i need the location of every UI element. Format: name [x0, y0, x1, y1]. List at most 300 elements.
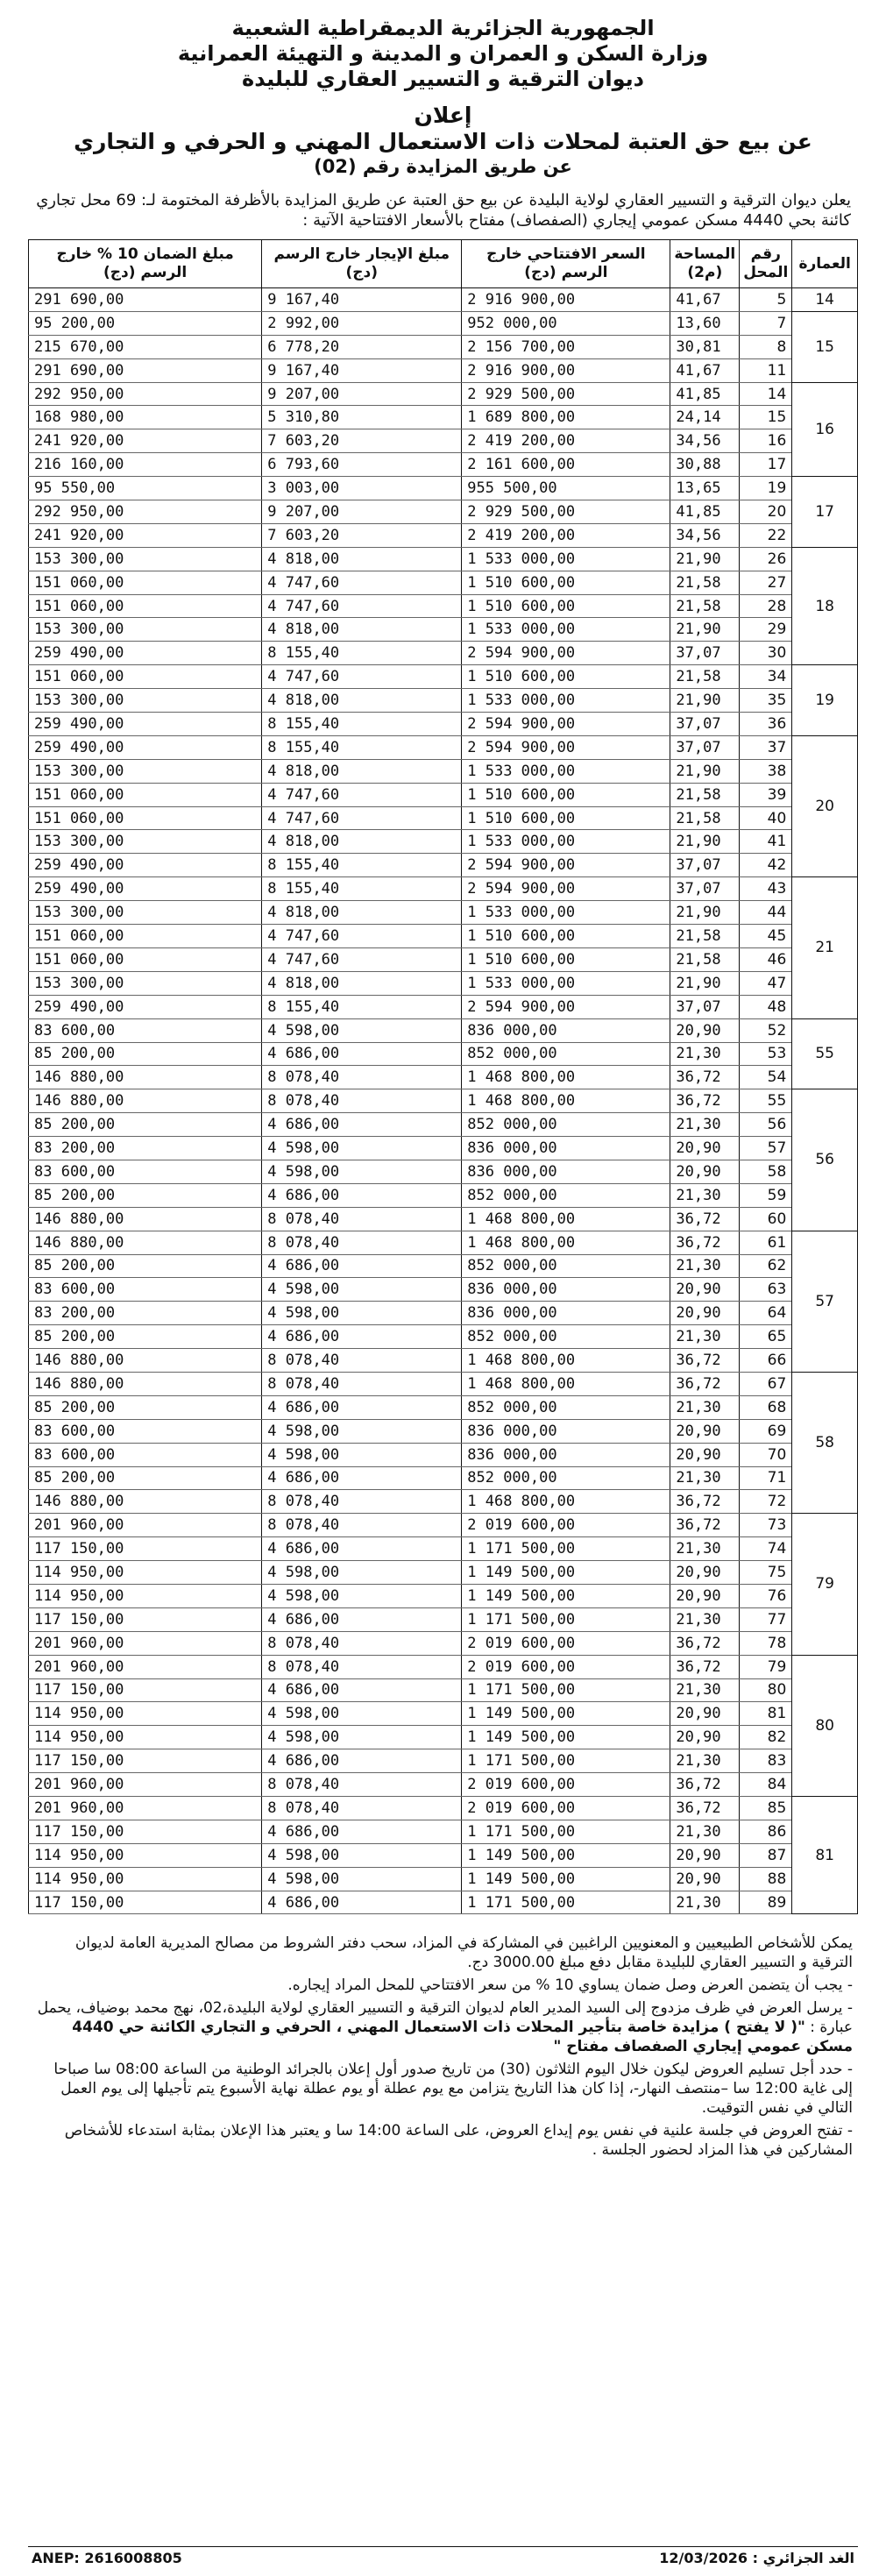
local-number-cell: 58	[740, 1160, 792, 1183]
guarantee-cell: 259 490,00	[29, 735, 262, 759]
table-row	[29, 735, 858, 759]
area-cell: 36,72	[670, 1207, 740, 1231]
table-row	[29, 830, 858, 854]
table-row	[29, 1231, 858, 1254]
local-number-cell: 67	[740, 1372, 792, 1395]
table-row	[29, 1749, 858, 1773]
local-number-cell: 34	[740, 665, 792, 689]
local-number-cell: 37	[740, 735, 792, 759]
area-cell: 37,07	[670, 713, 740, 736]
guarantee-cell: 85 200,00	[29, 1395, 262, 1419]
table-row	[29, 1395, 858, 1419]
area-cell: 21,30	[670, 1607, 740, 1631]
notice-heading	[28, 103, 858, 178]
area-cell: 21,30	[670, 1749, 740, 1773]
area-cell: 36,72	[670, 1349, 740, 1373]
table-row	[29, 1537, 858, 1561]
table-row	[29, 1655, 858, 1678]
rent-cell: 4 686,00	[262, 1749, 462, 1773]
office-name: ديوان الترقية و التسيير العقاري للبليدة	[242, 67, 644, 91]
rent-cell: 4 598,00	[262, 1702, 462, 1726]
table-row	[29, 1372, 858, 1395]
rent-cell: 4 818,00	[262, 618, 462, 642]
table-row	[29, 288, 858, 312]
local-number-cell: 64	[740, 1302, 792, 1325]
rent-cell: 4 747,60	[262, 571, 462, 594]
area-cell: 21,58	[670, 947, 740, 971]
rent-cell: 8 078,40	[262, 1773, 462, 1797]
opening-price-cell: 836 000,00	[462, 1443, 670, 1466]
local-number-cell: 74	[740, 1537, 792, 1561]
guarantee-cell: 201 960,00	[29, 1773, 262, 1797]
table-row	[29, 925, 858, 948]
opening-price-cell: 836 000,00	[462, 1302, 670, 1325]
area-cell: 41,67	[670, 288, 740, 312]
building-cell: 16	[792, 382, 858, 477]
rent-cell: 8 155,40	[262, 735, 462, 759]
guarantee-cell: 151 060,00	[29, 947, 262, 971]
table-row	[29, 311, 858, 335]
opening-price-cell: 2 019 600,00	[462, 1631, 670, 1655]
opening-price-cell: 1 171 500,00	[462, 1537, 670, 1561]
area-cell: 34,56	[670, 523, 740, 547]
guarantee-cell: 95 200,00	[29, 311, 262, 335]
local-number-cell: 66	[740, 1349, 792, 1373]
area-cell: 21,58	[670, 571, 740, 594]
local-number-cell: 78	[740, 1631, 792, 1655]
guarantee-cell: 201 960,00	[29, 1655, 262, 1678]
opening-price-cell: 836 000,00	[462, 1419, 670, 1443]
guarantee-cell: 114 950,00	[29, 1561, 262, 1585]
opening-price-cell: 1 468 800,00	[462, 1490, 670, 1514]
area-cell: 21,30	[670, 1183, 740, 1207]
area-cell: 41,67	[670, 358, 740, 382]
rent-cell: 8 078,40	[262, 1490, 462, 1514]
table-row	[29, 335, 858, 358]
rent-cell: 4 818,00	[262, 689, 462, 713]
area-cell: 21,58	[670, 783, 740, 806]
building-cell: 18	[792, 547, 858, 664]
building-cell: 57	[792, 1231, 858, 1372]
opening-price-cell: 852 000,00	[462, 1113, 670, 1137]
rent-cell: 7 603,20	[262, 429, 462, 453]
note-guarantee: - يجب أن يتضمن العرض وصل ضمان يساوي 10 % من سعر الافتتاحي للمحل المراد إيجاره.	[287, 1976, 853, 1995]
guarantee-cell: 114 950,00	[29, 1584, 262, 1607]
auction-number: عن طريق المزايدة رقم (02)	[314, 156, 572, 177]
rent-cell: 6 793,60	[262, 453, 462, 477]
rent-cell: 8 078,40	[262, 1655, 462, 1678]
local-number-cell: 73	[740, 1514, 792, 1537]
table-row	[29, 406, 858, 429]
local-number-cell: 70	[740, 1443, 792, 1466]
note-deadline: - حدد أجل تسليم العروض ليكون خلال اليوم الثلاثون (30) من تاريخ صدور أول إعلان بالجرائد الوطنية من الساعة 08:00 سا صباحا إلى غاية 12:00 سا –منتصف النهار-، إذا كان هذا التاريخ يتزامن مع يوم عطلة أو يوم عطلة نهاية الأسبوع يتم تأجيلها إلى يوم العمل التالي في نفس التوقيت.	[53, 2061, 853, 2118]
table-row	[29, 1183, 858, 1207]
guarantee-cell: 201 960,00	[29, 1631, 262, 1655]
local-number-cell: 20	[740, 500, 792, 524]
area-cell: 20,90	[670, 1018, 740, 1042]
table-row	[29, 854, 858, 877]
area-cell: 34,56	[670, 429, 740, 453]
guarantee-cell: 153 300,00	[29, 689, 262, 713]
rent-cell: 4 686,00	[262, 1395, 462, 1419]
opening-price-cell: 1 510 600,00	[462, 665, 670, 689]
rent-cell: 8 078,40	[262, 1797, 462, 1820]
local-number-cell: 79	[740, 1655, 792, 1678]
col-header-building: العمارة	[792, 240, 858, 288]
local-number-cell: 16	[740, 429, 792, 453]
building-cell: 58	[792, 1372, 858, 1513]
opening-price-cell: 1 149 500,00	[462, 1584, 670, 1607]
table-row	[29, 429, 858, 453]
table-row	[29, 1584, 858, 1607]
area-cell: 37,07	[670, 877, 740, 901]
area-cell: 21,90	[670, 547, 740, 571]
opening-price-cell: 1 468 800,00	[462, 1066, 670, 1089]
local-number-cell: 59	[740, 1183, 792, 1207]
rent-cell: 4 598,00	[262, 1302, 462, 1325]
local-number-cell: 65	[740, 1325, 792, 1349]
local-number-cell: 47	[740, 971, 792, 995]
table-row	[29, 642, 858, 665]
table-row	[29, 759, 858, 783]
area-cell: 36,72	[670, 1066, 740, 1089]
opening-price-cell: 836 000,00	[462, 1137, 670, 1160]
guarantee-cell: 95 550,00	[29, 477, 262, 500]
local-number-cell: 60	[740, 1207, 792, 1231]
opening-price-cell: 1 468 800,00	[462, 1349, 670, 1373]
opening-price-cell: 1 149 500,00	[462, 1702, 670, 1726]
local-number-cell: 7	[740, 311, 792, 335]
intro-paragraph: يعلن ديوان الترقية و التسيير العقاري لولاية البليدة عن بيع حق العتبة عن طريق المزايدة بالأظرفة المختومة لـ: 69 محل تجاري كائنة بحي 4440 مسكن عمومي إيجاري (الصفصاف) مفتاح بالأسعار الافتتاحية الآتية :	[36, 191, 851, 230]
opening-price-cell: 2 161 600,00	[462, 453, 670, 477]
opening-price-cell: 2 929 500,00	[462, 382, 670, 406]
guarantee-cell: 215 670,00	[29, 335, 262, 358]
table-row	[29, 713, 858, 736]
table-row	[29, 547, 858, 571]
area-cell: 21,90	[670, 689, 740, 713]
local-number-cell: 82	[740, 1726, 792, 1749]
area-cell: 21,90	[670, 759, 740, 783]
table-row	[29, 1490, 858, 1514]
table-row	[29, 1254, 858, 1278]
local-number-cell: 80	[740, 1678, 792, 1702]
guarantee-cell: 201 960,00	[29, 1797, 262, 1820]
conditions-section	[33, 1934, 853, 2160]
area-cell: 20,90	[670, 1584, 740, 1607]
guarantee-cell: 153 300,00	[29, 971, 262, 995]
rent-cell: 4 686,00	[262, 1466, 462, 1490]
area-cell: 20,90	[670, 1867, 740, 1891]
opening-price-cell: 1 149 500,00	[462, 1561, 670, 1585]
area-cell: 20,90	[670, 1419, 740, 1443]
building-cell: 55	[792, 1018, 858, 1089]
building-cell: 56	[792, 1089, 858, 1231]
area-cell: 21,58	[670, 665, 740, 689]
anep-reference: ANEP: 2616008805	[32, 2550, 182, 2566]
opening-price-cell: 2 019 600,00	[462, 1514, 670, 1537]
rent-cell: 4 686,00	[262, 1820, 462, 1843]
local-number-cell: 77	[740, 1607, 792, 1631]
notice-title: عن بيع حق العتبة لمحلات ذات الاستعمال المهني و الحرفي و التجاري	[74, 129, 812, 154]
area-cell: 24,14	[670, 406, 740, 429]
guarantee-cell: 114 950,00	[29, 1702, 262, 1726]
local-number-cell: 76	[740, 1584, 792, 1607]
opening-price-cell: 2 419 200,00	[462, 429, 670, 453]
local-number-cell: 81	[740, 1702, 792, 1726]
building-cell: 81	[792, 1797, 858, 1914]
local-number-cell: 28	[740, 594, 792, 618]
rent-cell: 9 167,40	[262, 288, 462, 312]
opening-price-cell: 1 533 000,00	[462, 901, 670, 925]
opening-price-cell: 852 000,00	[462, 1183, 670, 1207]
rent-cell: 4 598,00	[262, 1584, 462, 1607]
guarantee-cell: 85 200,00	[29, 1183, 262, 1207]
area-cell: 41,85	[670, 500, 740, 524]
local-number-cell: 83	[740, 1749, 792, 1773]
guarantee-cell: 117 150,00	[29, 1537, 262, 1561]
building-cell: 79	[792, 1514, 858, 1655]
guarantee-cell: 153 300,00	[29, 759, 262, 783]
guarantee-cell: 153 300,00	[29, 901, 262, 925]
local-number-cell: 54	[740, 1066, 792, 1089]
area-cell: 37,07	[670, 995, 740, 1018]
col-header-area: المساحة (م2)	[670, 240, 740, 288]
opening-price-cell: 1 533 000,00	[462, 971, 670, 995]
area-cell: 21,30	[670, 1537, 740, 1561]
opening-price-cell: 1 510 600,00	[462, 571, 670, 594]
table-row	[29, 1843, 858, 1867]
table-row	[29, 1891, 858, 1914]
opening-price-cell: 1 533 000,00	[462, 830, 670, 854]
table-row	[29, 1302, 858, 1325]
guarantee-cell: 292 950,00	[29, 500, 262, 524]
area-cell: 21,30	[670, 1891, 740, 1914]
table-row	[29, 783, 858, 806]
guarantee-cell: 259 490,00	[29, 854, 262, 877]
guarantee-cell: 114 950,00	[29, 1726, 262, 1749]
rent-cell: 4 686,00	[262, 1254, 462, 1278]
guarantee-cell: 146 880,00	[29, 1089, 262, 1113]
area-cell: 21,58	[670, 925, 740, 948]
table-row	[29, 689, 858, 713]
area-cell: 13,60	[670, 311, 740, 335]
rent-cell: 4 747,60	[262, 925, 462, 948]
opening-price-cell: 1 533 000,00	[462, 547, 670, 571]
opening-price-cell: 2 594 900,00	[462, 642, 670, 665]
area-cell: 37,07	[670, 642, 740, 665]
rent-cell: 7 603,20	[262, 523, 462, 547]
table-row	[29, 1113, 858, 1137]
guarantee-cell: 146 880,00	[29, 1349, 262, 1373]
opening-price-cell: 2 929 500,00	[462, 500, 670, 524]
local-number-cell: 57	[740, 1137, 792, 1160]
rent-cell: 4 686,00	[262, 1183, 462, 1207]
guarantee-cell: 83 600,00	[29, 1443, 262, 1466]
local-number-cell: 44	[740, 901, 792, 925]
opening-price-cell: 1 510 600,00	[462, 925, 670, 948]
opening-price-cell: 2 419 200,00	[462, 523, 670, 547]
area-cell: 20,90	[670, 1302, 740, 1325]
table-row	[29, 594, 858, 618]
guarantee-cell: 114 950,00	[29, 1843, 262, 1867]
building-cell: 20	[792, 735, 858, 876]
guarantee-cell: 151 060,00	[29, 806, 262, 830]
local-number-cell: 43	[740, 877, 792, 901]
rent-cell: 9 207,00	[262, 382, 462, 406]
local-number-cell: 48	[740, 995, 792, 1018]
table-row	[29, 358, 858, 382]
guarantee-cell: 146 880,00	[29, 1207, 262, 1231]
area-cell: 21,90	[670, 618, 740, 642]
local-number-cell: 69	[740, 1419, 792, 1443]
opening-price-cell: 2 594 900,00	[462, 713, 670, 736]
building-cell: 15	[792, 311, 858, 382]
rent-cell: 4 818,00	[262, 547, 462, 571]
guarantee-cell: 292 950,00	[29, 382, 262, 406]
rent-cell: 4 598,00	[262, 1419, 462, 1443]
rent-cell: 3 003,00	[262, 477, 462, 500]
guarantee-cell: 85 200,00	[29, 1254, 262, 1278]
rent-cell: 4 598,00	[262, 1843, 462, 1867]
ministry-name: وزارة السكن و العمران و المدينة و التهيئة العمرانية	[177, 41, 709, 66]
footer-divider	[28, 2546, 858, 2547]
local-number-cell: 85	[740, 1797, 792, 1820]
table-row	[29, 1419, 858, 1443]
table-row	[29, 477, 858, 500]
opening-price-cell: 1 510 600,00	[462, 594, 670, 618]
local-number-cell: 86	[740, 1820, 792, 1843]
note-envelope-mention: "( لا يفتح ) مزايدة خاصة بتأجير المحلات ذات الاستعمال المهني ، الحرفي و التجاري الكائنة حي 4440 مسكن عمومي إيجاري الصفصاف مفتاح "	[72, 2019, 853, 2056]
table-row	[29, 1773, 858, 1797]
opening-price-cell: 852 000,00	[462, 1254, 670, 1278]
lots-table-body	[29, 288, 858, 1914]
opening-price-cell: 1 171 500,00	[462, 1607, 670, 1631]
local-number-cell: 72	[740, 1490, 792, 1514]
note-envelope	[33, 1998, 853, 2056]
guarantee-cell: 85 200,00	[29, 1042, 262, 1066]
table-row	[29, 1607, 858, 1631]
area-cell: 36,72	[670, 1089, 740, 1113]
table-row	[29, 1278, 858, 1302]
local-number-cell: 35	[740, 689, 792, 713]
opening-price-cell: 852 000,00	[462, 1466, 670, 1490]
guarantee-cell: 83 600,00	[29, 1160, 262, 1183]
opening-price-cell: 952 000,00	[462, 311, 670, 335]
note-envelope-text: - يرسل العرض في ظرف مزدوج إلى السيد المدير العام لديوان الترقية و التسيير العقاري لولاية البليدة،02، نهج محمد بوضياف، يحمل عبارة :	[37, 1999, 853, 2037]
local-number-cell: 87	[740, 1843, 792, 1867]
opening-price-cell: 2 594 900,00	[462, 995, 670, 1018]
area-cell: 36,72	[670, 1773, 740, 1797]
guarantee-cell: 151 060,00	[29, 665, 262, 689]
opening-price-cell: 2 916 900,00	[462, 288, 670, 312]
rent-cell: 8 078,40	[262, 1089, 462, 1113]
guarantee-cell: 201 960,00	[29, 1514, 262, 1537]
table-row	[29, 1631, 858, 1655]
building-cell: 14	[792, 288, 858, 312]
rent-cell: 4 598,00	[262, 1137, 462, 1160]
local-number-cell: 14	[740, 382, 792, 406]
local-number-cell: 61	[740, 1231, 792, 1254]
rent-cell: 4 686,00	[262, 1113, 462, 1137]
rent-cell: 8 155,40	[262, 713, 462, 736]
table-row	[29, 500, 858, 524]
guarantee-cell: 146 880,00	[29, 1372, 262, 1395]
local-number-cell: 26	[740, 547, 792, 571]
guarantee-cell: 259 490,00	[29, 995, 262, 1018]
rent-cell: 4 598,00	[262, 1561, 462, 1585]
opening-price-cell: 1 468 800,00	[462, 1231, 670, 1254]
area-cell: 21,30	[670, 1325, 740, 1349]
opening-price-cell: 1 510 600,00	[462, 783, 670, 806]
table-row	[29, 1066, 858, 1089]
opening-price-cell: 836 000,00	[462, 1018, 670, 1042]
area-cell: 20,90	[670, 1843, 740, 1867]
guarantee-cell: 259 490,00	[29, 713, 262, 736]
newspaper-date: الغد الجزائري : 12/03/2026	[659, 2550, 854, 2566]
table-row	[29, 1089, 858, 1113]
opening-price-cell: 1 171 500,00	[462, 1820, 670, 1843]
local-number-cell: 56	[740, 1113, 792, 1137]
area-cell: 20,90	[670, 1443, 740, 1466]
table-row	[29, 995, 858, 1018]
opening-price-cell: 2 019 600,00	[462, 1773, 670, 1797]
local-number-cell: 8	[740, 335, 792, 358]
rent-cell: 4 686,00	[262, 1537, 462, 1561]
guarantee-cell: 117 150,00	[29, 1678, 262, 1702]
area-cell: 20,90	[670, 1726, 740, 1749]
table-row	[29, 523, 858, 547]
local-number-cell: 45	[740, 925, 792, 948]
rent-cell: 4 686,00	[262, 1891, 462, 1914]
guarantee-cell: 117 150,00	[29, 1607, 262, 1631]
opening-price-cell: 1 533 000,00	[462, 759, 670, 783]
opening-price-cell: 1 510 600,00	[462, 806, 670, 830]
opening-price-cell: 1 533 000,00	[462, 618, 670, 642]
area-cell: 21,30	[670, 1113, 740, 1137]
rent-cell: 8 155,40	[262, 995, 462, 1018]
local-number-cell: 89	[740, 1891, 792, 1914]
opening-price-cell: 2 594 900,00	[462, 854, 670, 877]
guarantee-cell: 153 300,00	[29, 830, 262, 854]
guarantee-cell: 83 200,00	[29, 1137, 262, 1160]
guarantee-cell: 117 150,00	[29, 1820, 262, 1843]
opening-price-cell: 2 594 900,00	[462, 735, 670, 759]
letterhead	[28, 16, 858, 92]
opening-price-cell: 1 149 500,00	[462, 1843, 670, 1867]
rent-cell: 4 686,00	[262, 1325, 462, 1349]
area-cell: 20,90	[670, 1160, 740, 1183]
guarantee-cell: 83 600,00	[29, 1018, 262, 1042]
opening-price-cell: 852 000,00	[462, 1325, 670, 1349]
area-cell: 20,90	[670, 1278, 740, 1302]
rent-cell: 4 818,00	[262, 830, 462, 854]
area-cell: 30,81	[670, 335, 740, 358]
rent-cell: 9 167,40	[262, 358, 462, 382]
local-number-cell: 30	[740, 642, 792, 665]
table-row	[29, 901, 858, 925]
table-row	[29, 1867, 858, 1891]
opening-price-cell: 2 156 700,00	[462, 335, 670, 358]
table-row	[29, 947, 858, 971]
rent-cell: 4 747,60	[262, 947, 462, 971]
publication-footer	[28, 2550, 858, 2569]
opening-price-cell: 955 500,00	[462, 477, 670, 500]
rent-cell: 8 155,40	[262, 854, 462, 877]
notice-label: إعلان	[414, 103, 472, 128]
area-cell: 36,72	[670, 1631, 740, 1655]
area-cell: 21,58	[670, 806, 740, 830]
table-row	[29, 1561, 858, 1585]
